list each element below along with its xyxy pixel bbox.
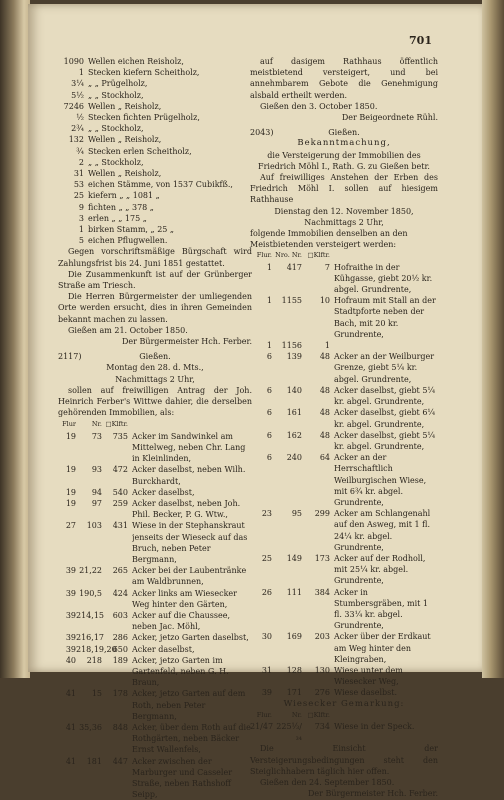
row-flur: 19 xyxy=(65,498,76,508)
row-klftr: 286 xyxy=(112,633,128,643)
right-dated: Gießen den 24. September 1850. xyxy=(260,778,395,787)
row-nr: 218,19,20 xyxy=(76,644,117,654)
row-desc: Acker daselbst, giebt 6¼ kr. abgel. Grundrente, xyxy=(334,408,436,429)
row-klftr: 276 xyxy=(314,688,330,698)
table-row xyxy=(58,610,252,632)
right-para-3: Die Einsicht der Versteigerungsbedingungen steht den Steiglichhabern täglich hier offen. xyxy=(250,744,438,776)
table-row xyxy=(58,688,252,722)
right-notice-heading xyxy=(250,127,438,138)
row-nr: 240 xyxy=(286,453,302,463)
row-klftr: 424 xyxy=(112,588,128,598)
left-notice-heading xyxy=(58,351,252,362)
wood-qty: ¾ xyxy=(76,146,84,156)
wood-qty: 53 xyxy=(73,180,84,190)
left-para-2: Die Zusammenkunft ist auf der Grünberger Straße am Triesch. xyxy=(58,269,252,291)
row-desc: Acker in Stumbersgräben, mit 1 fl. 33¼ kr. abgel. Grundrente, xyxy=(334,587,429,631)
row-desc: Hofraithe in der Kühgasse, giebt 20½ kr. abgel. Grundrente, xyxy=(334,262,433,295)
table-row xyxy=(58,644,252,655)
left-time-line: Nachmittags 2 Uhr, xyxy=(115,374,195,384)
row-nr: 190,5 xyxy=(79,588,102,598)
notice-number: 2117) xyxy=(58,352,82,362)
row-nr: 97 xyxy=(91,498,102,508)
wood-desc: birken Stamm, „ 25 „ xyxy=(88,225,175,235)
row-nr: 149 xyxy=(286,553,302,563)
right-date-line: Dienstag den 12. November 1850, xyxy=(274,206,414,216)
row-desc: Wiese unter dem Wiesecker Weg, xyxy=(334,665,403,687)
wood-desc: Wellen „ Reisholz, xyxy=(88,101,162,111)
row-flur: 39 xyxy=(65,566,76,576)
wood-list-item xyxy=(58,112,252,123)
wood-qty: 7246 xyxy=(63,101,84,111)
table-row xyxy=(250,553,438,587)
table-row xyxy=(58,565,252,587)
row-desc xyxy=(334,340,438,351)
row-desc: Acker, jetzo Garten auf dem Roth, neben Peter Bergmann, xyxy=(132,689,246,721)
table-row xyxy=(250,587,438,632)
row-flur: 1 xyxy=(266,262,272,272)
header-nr: Nr. xyxy=(91,419,102,428)
wood-qty: 5½ xyxy=(71,90,84,100)
row-klftr: 10 xyxy=(319,296,330,306)
wiesecker-title: Wiesecker Gemarkung: xyxy=(283,698,405,709)
table-row xyxy=(250,385,438,407)
row-desc: Acker, über dem Roth auf die Rothgärten, neben Bäcker Ernst Wallenfels, xyxy=(132,722,251,755)
wood-list-item xyxy=(58,90,252,101)
row-klftr: 472 xyxy=(112,465,128,475)
row-klftr: 603 xyxy=(112,610,128,620)
wood-qty: 132 xyxy=(68,135,84,145)
row-nr: 225⅓/₃₄ xyxy=(276,721,302,743)
right-top-para: auf dasigem Rathhaus öffentlich meistbietend versteigert, und bei annehmbarem Gebote die Genehmigung alsbald ertheilt werden. xyxy=(250,57,438,100)
row-desc: Acker, jetzo Garten im Gartenfeld, neben G. H. Braun, xyxy=(132,655,229,688)
table-row xyxy=(250,430,438,452)
row-klftr: 7 xyxy=(324,262,330,272)
row-desc: Wiese daselbst. xyxy=(334,688,398,698)
table-row xyxy=(250,508,438,553)
header-flur: Flur. xyxy=(256,251,272,260)
wood-list-item xyxy=(58,123,252,134)
wood-list-item xyxy=(58,134,252,145)
wood-qty: 9 xyxy=(78,202,84,212)
left-intro: sollen auf freiwilligen Antrag der Joh. Heinrich Ferber's Wittwe dahier, die derselben gehörenden Immobilien, als: xyxy=(58,385,252,418)
notice-place: Gießen. xyxy=(328,128,360,138)
wood-list-item xyxy=(58,224,252,235)
table-row xyxy=(58,722,252,756)
row-nr: 216,17 xyxy=(76,633,104,643)
left-table-header xyxy=(58,419,252,430)
right-para-1: Auf freiwilliges Anstehen der Erben des Friedrich Möhl I. sollen auf hiesigem Rathhause xyxy=(250,173,438,205)
row-desc: Acker daselbst, neben Joh. Phil. Becker, P. G. Wtw., xyxy=(132,498,241,520)
row-flur: 6 xyxy=(266,385,272,395)
wood-desc: „ „ Stockholz, xyxy=(88,90,144,100)
table-row xyxy=(250,262,438,296)
right-signature: Der Bürgermeister Hch. Ferber. xyxy=(307,789,438,799)
row-desc: Acker links am Wiesecker Weg hinter den Gärten, xyxy=(132,588,237,609)
wood-qty: 2¾ xyxy=(71,124,84,134)
row-nr: 1156 xyxy=(281,341,302,351)
wood-desc: „ „ Stockholz, xyxy=(88,157,144,167)
row-desc: Acker an der Weilburger Grenze, giebt 5¼ kr. abgel. Grundrente, xyxy=(334,352,435,384)
wood-desc: Wellen „ Reisholz, xyxy=(88,135,162,145)
row-desc: Acker am Schlangenahl auf den Asweg, mit 1 fl. 24¼ kr. abgel. Grundrente, xyxy=(334,509,431,552)
wood-qty: 25 xyxy=(73,191,84,201)
row-desc: Acker auf der Rodholl, mit 25¼ kr. abgel. Grundrente, xyxy=(334,553,426,586)
row-nr: 103 xyxy=(86,521,102,531)
wood-list-item xyxy=(58,157,252,168)
wood-list-item xyxy=(58,190,252,201)
notice-title: Bekanntmachung, xyxy=(297,138,391,149)
wood-desc: Stecken kiefern Scheitholz, xyxy=(88,68,200,78)
row-flur: 6 xyxy=(266,408,272,418)
header-flur: Flur. xyxy=(256,710,272,719)
wood-qty: 1 xyxy=(78,68,84,78)
row-nr: 95 xyxy=(291,509,302,519)
row-flur: 40 xyxy=(65,655,76,665)
row-flur: 6 xyxy=(266,352,272,362)
table-row xyxy=(250,631,438,665)
row-desc: Hofraum mit Stall an der Stadtpforte neben der Bach, mit 20 kr. Grundrente, xyxy=(334,296,436,339)
wiesecker-header xyxy=(250,710,438,721)
row-nr: 169 xyxy=(286,632,302,642)
wood-desc: Stecken erlen Scheitholz, xyxy=(88,146,192,156)
row-nr: 15 xyxy=(91,689,102,699)
row-klftr: 64 xyxy=(319,453,330,463)
wood-list-item xyxy=(58,101,252,112)
table-row xyxy=(250,407,438,429)
header-flur: Flur xyxy=(62,419,76,428)
row-nr: 214,15 xyxy=(76,610,104,620)
row-nr: 140 xyxy=(286,385,302,395)
row-nr: 111 xyxy=(286,587,302,597)
row-flur: 31 xyxy=(261,665,272,675)
notice-number: 2043) xyxy=(250,128,274,138)
row-flur: 39 xyxy=(261,688,272,698)
table-row xyxy=(58,520,252,565)
table-row xyxy=(250,351,438,385)
row-flur: 19 xyxy=(65,487,76,497)
row-flur: 6 xyxy=(266,453,272,463)
row-klftr: 48 xyxy=(319,430,330,440)
right-para-2: folgende Immobilien denselben an den Meistbietenden versteigert werden: xyxy=(250,229,408,250)
row-nr: 94 xyxy=(91,487,102,497)
wood-desc: erlen „ „ 175 „ xyxy=(88,213,147,223)
row-klftr: 447 xyxy=(112,756,128,766)
row-flur: 1 xyxy=(266,341,272,351)
row-klftr: 384 xyxy=(314,587,330,597)
wood-qty: 3¼ xyxy=(71,79,84,89)
row-klftr: 540 xyxy=(112,487,128,497)
row-desc: Acker an der Herrschaftlich Weilburgischen Wiese, mit 6¾ kr. abgel. Grundrente, xyxy=(334,453,427,507)
table-row xyxy=(58,487,252,498)
page-number: 701 xyxy=(409,34,432,47)
notice-place: Gießen. xyxy=(139,352,171,362)
row-desc: Acker daselbst, giebt 5¼ kr. abgel. Grundrente, xyxy=(334,430,436,451)
row-nr: 171 xyxy=(286,688,302,698)
row-klftr: 130 xyxy=(314,665,330,675)
row-klftr: 203 xyxy=(314,632,330,642)
row-flur: 21/47 xyxy=(250,721,274,731)
right-table-header xyxy=(250,250,438,261)
table-row xyxy=(58,756,252,800)
wood-qty: 5 xyxy=(78,236,84,246)
left-parcel-table xyxy=(58,431,252,800)
row-flur: 39 xyxy=(65,610,76,620)
wood-qty: 1 xyxy=(78,225,84,235)
row-flur: 1 xyxy=(266,296,272,306)
wood-qty: 3 xyxy=(78,213,84,223)
left-date-line: Montag den 28. d. Mts., xyxy=(106,363,204,373)
row-nr: 181 xyxy=(86,756,102,766)
row-desc: Acker im Sandwinkel am Mittelweg, neben Chr. Lang in Kleinlinden, xyxy=(132,431,246,464)
row-desc: Acker auf die Chaussee, neben Jac. Möhl, xyxy=(132,610,231,632)
row-flur: 41 xyxy=(65,689,76,699)
row-desc: Acker daselbst, xyxy=(132,487,195,497)
row-flur: 39 xyxy=(65,633,76,643)
row-desc: Acker über der Erdkaut am Weg hinter den Kleingraben, xyxy=(334,632,431,664)
row-nr: 35,36 xyxy=(79,722,102,732)
row-klftr: 1 xyxy=(324,341,330,351)
row-flur: 39 xyxy=(65,644,76,654)
wood-list-item xyxy=(58,56,252,67)
table-row xyxy=(250,665,438,687)
row-flur: 6 xyxy=(266,430,272,440)
wood-desc: Stecken fichten Prügelholz, xyxy=(88,113,200,123)
row-klftr: 265 xyxy=(112,566,128,576)
row-nr: 21,22 xyxy=(79,566,102,576)
row-flur: 19 xyxy=(65,465,76,475)
notice-subtitle: die Versteigerung der Immobilien des Friedrich Möhl I., Rath. G. zu Gießen betr. xyxy=(258,150,430,171)
right-column xyxy=(250,56,438,799)
row-desc: Wiese in der Stephanskraut jenseits der Wieseck auf das Bruch, neben Peter Bergmann, xyxy=(132,521,248,564)
row-flur: 25 xyxy=(261,553,272,563)
wood-list-item xyxy=(58,67,252,78)
row-flur: 41 xyxy=(65,722,76,732)
row-klftr: 734 xyxy=(314,721,330,731)
right-parcel-table xyxy=(250,262,438,699)
row-klftr: 48 xyxy=(319,352,330,362)
row-flur: 27 xyxy=(65,521,76,531)
table-row xyxy=(250,687,438,698)
row-klftr: 189 xyxy=(112,655,128,665)
table-row xyxy=(58,498,252,520)
row-nr: 93 xyxy=(91,465,102,475)
row-desc: Acker bei der Laubentränke am Waldbrunnen, xyxy=(132,566,247,587)
left-column xyxy=(58,56,252,800)
table-row xyxy=(58,655,252,689)
row-klftr: 650 xyxy=(112,644,128,654)
wood-desc: Wellen „ Reisholz, xyxy=(88,169,162,179)
row-klftr: 173 xyxy=(314,553,330,563)
row-nr: 161 xyxy=(286,408,302,418)
row-nr: 128 xyxy=(286,665,302,675)
row-nr: 1155 xyxy=(281,296,302,306)
left-signature: Der Bürgermeister Hch. Ferber. xyxy=(121,337,252,347)
table-row xyxy=(58,431,252,465)
row-desc: Wiese in der Speck. xyxy=(334,721,415,731)
row-desc: Acker daselbst, neben Wilh. Burckhardt, xyxy=(132,465,246,486)
wood-qty: 2 xyxy=(78,157,84,167)
right-top-signature: Der Beigeordnete Rühl. xyxy=(341,113,438,123)
row-desc: Acker daselbst, xyxy=(132,644,195,654)
row-desc: Acker zwischen der Marburger und Casseler Straße, neben Rathshoff Seipp, xyxy=(132,756,233,800)
row-flur: 19 xyxy=(65,431,76,441)
row-flur: 30 xyxy=(261,632,272,642)
wood-list-item xyxy=(58,179,252,190)
row-flur: 41 xyxy=(65,756,76,766)
wood-qty: 31 xyxy=(73,169,84,179)
row-klftr: 259 xyxy=(112,498,128,508)
wood-list-item xyxy=(58,146,252,157)
wood-qty: ½ xyxy=(76,113,84,123)
wood-desc: Wellen eichen Reisholz, xyxy=(88,57,184,66)
row-nr: 218 xyxy=(86,655,102,665)
header-klftr: □Klftr. xyxy=(307,251,330,260)
wood-list-item xyxy=(58,235,252,246)
wood-list-item xyxy=(58,202,252,213)
wood-list-item xyxy=(58,78,252,89)
table-row xyxy=(250,452,438,508)
left-para-3: Die Herren Bürgermeister der umliegenden Orte werden ersucht, dies in ihren Gemeinden bekannt machen zu lassen. xyxy=(58,292,252,324)
row-nr: 139 xyxy=(286,352,302,362)
row-klftr: 431 xyxy=(112,521,128,531)
header-nr: Nr. xyxy=(291,710,302,719)
header-klftr: □Klftr. xyxy=(105,419,128,428)
row-klftr: 48 xyxy=(319,408,330,418)
row-flur: 39 xyxy=(65,588,76,598)
table-row xyxy=(250,295,438,340)
row-klftr: 299 xyxy=(314,509,330,519)
right-top-dated: Gießen den 3. October 1850. xyxy=(260,101,378,111)
row-desc: Acker, jetzo Garten daselbst, xyxy=(132,633,249,643)
row-klftr: 735 xyxy=(112,431,128,441)
wood-qty: 1090 xyxy=(63,57,84,66)
row-nr: 73 xyxy=(91,431,102,441)
wood-list-item xyxy=(58,213,252,224)
wood-list xyxy=(58,56,252,246)
row-flur: 23 xyxy=(261,509,272,519)
table-row xyxy=(58,464,252,486)
wood-desc: eichen Stämme, von 1537 Cubikfß., xyxy=(88,180,233,190)
wood-desc: eichen Pflugwellen. xyxy=(88,236,168,246)
row-klftr: 848 xyxy=(112,722,128,732)
book-gutter-left xyxy=(0,0,30,678)
wood-list-item xyxy=(58,168,252,179)
wood-desc: „ „ Prügelholz, xyxy=(88,79,148,89)
table-row xyxy=(58,588,252,610)
row-klftr: 178 xyxy=(112,689,128,699)
wiesecker-row xyxy=(250,721,438,743)
header-klftr: □Klftr. xyxy=(307,710,330,719)
wood-desc: kiefern „ „ 1081 „ xyxy=(88,191,160,201)
row-nr: 417 xyxy=(286,262,302,272)
left-dated: Gießen am 21. October 1850. xyxy=(68,325,188,335)
wood-desc: fichten „ „ 378 „ xyxy=(88,202,154,212)
right-time-line: Nachmittags 2 Uhr, xyxy=(304,217,384,227)
book-fore-edge xyxy=(482,0,504,678)
header-nr: Nro. Nr. xyxy=(275,251,302,260)
row-klftr: 48 xyxy=(319,385,330,395)
row-nr: 162 xyxy=(286,430,302,440)
row-flur: 26 xyxy=(261,587,272,597)
table-row xyxy=(58,632,252,643)
row-desc: Acker daselbst, giebt 5¼ kr. abgel. Grundrente, xyxy=(334,385,436,407)
wood-desc: „ „ Stockholz, xyxy=(88,124,144,134)
left-para-1: Gegen vorschriftsmäßige Bürgschaft wird Zahlungsfrist bis 24. Juni 1851 gestattet. xyxy=(58,247,252,268)
table-row xyxy=(250,340,438,351)
